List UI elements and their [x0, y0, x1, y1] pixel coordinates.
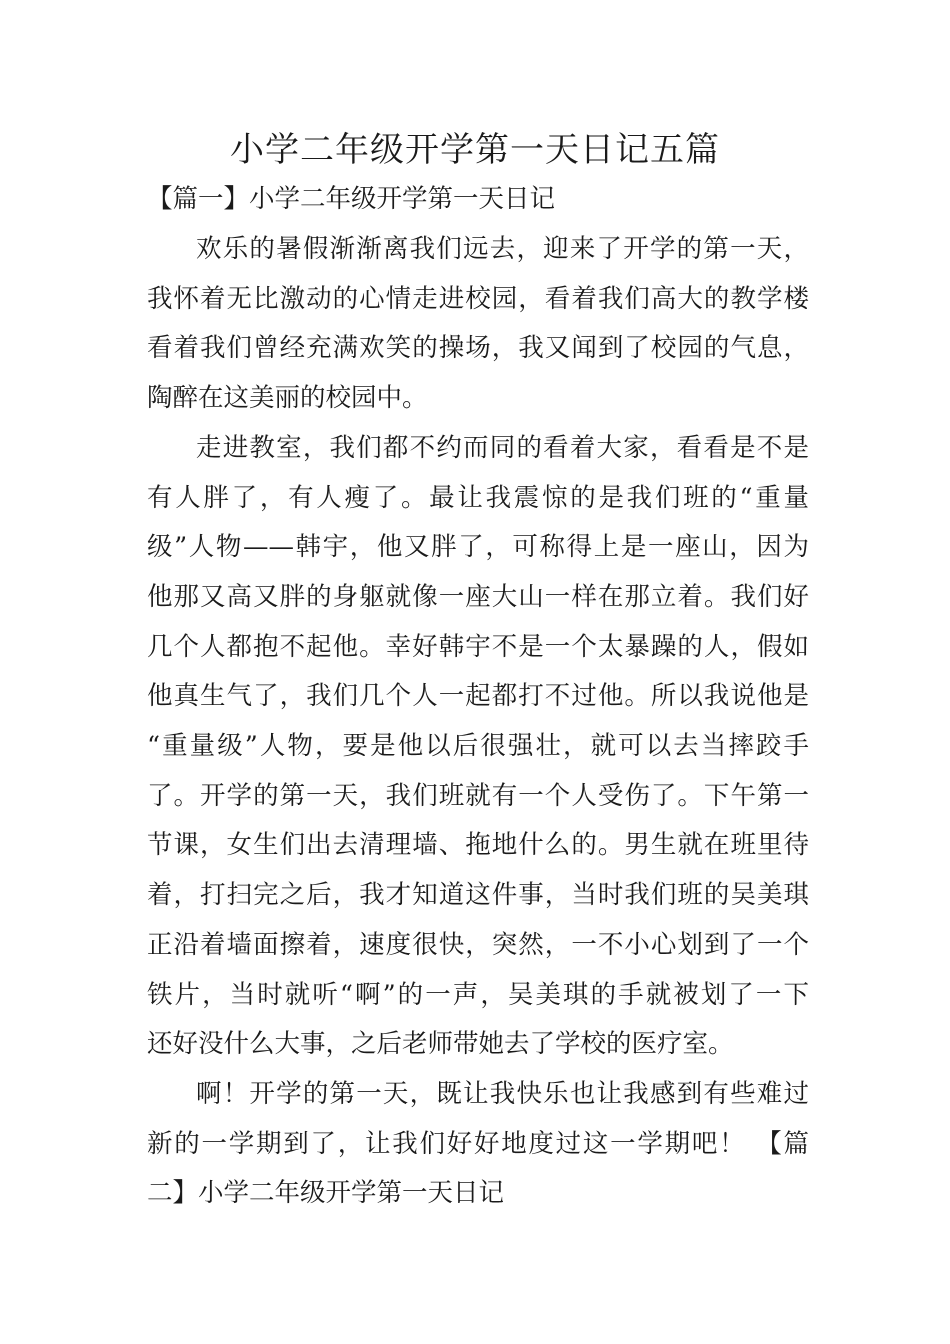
body-line: 级”人物——韩宇，他又胖了，可称得上是一座山，因为: [147, 532, 809, 563]
body-line: 我怀着无比激动的心情走进校园，看着我们高大的教学楼: [147, 283, 809, 314]
body-line: 欢乐的暑假渐渐离我们远去，迎来了开学的第一天，: [196, 234, 809, 264]
document-title: 小学二年级开学第一天日记五篇: [230, 130, 720, 170]
body-line: 陶醉在这美丽的校园中。: [147, 383, 428, 414]
section-heading: 【篇一】小学二年级开学第一天日记: [147, 184, 556, 214]
body-line: 节课，女生们出去清理墙、拖地什么的。男生就在班里待: [147, 830, 809, 861]
body-line: 正沿着墙面擦着，速度很快，突然，一不小心划到了一个: [147, 929, 809, 960]
body-line: 铁片，当时就听“啊”的一声，吴美琪的手就被划了一下: [147, 979, 809, 1010]
body-line: 看着我们曾经充满欢笑的操场，我又闻到了校园的气息，: [147, 333, 809, 364]
body-line: 二】小学二年级开学第一天日记: [147, 1178, 505, 1209]
body-line: 新的一学期到了，让我们好好地度过这一学期吧！ 【篇: [147, 1128, 809, 1159]
body-line: 还好没什么大事，之后老师带她去了学校的医疗室。: [147, 1029, 734, 1060]
body-line: 啊！开学的第一天，既让我快乐也让我感到有些难过: [196, 1078, 809, 1109]
body-line: 了。开学的第一天，我们班就有一个人受伤了。下午第一: [147, 780, 809, 811]
body-line: 有人胖了，有人瘦了。最让我震惊的是我们班的“重量: [147, 482, 809, 513]
body-line: “重量级”人物，要是他以后很强壮，就可以去当摔跤手: [147, 731, 809, 761]
body-line: 着，打扫完之后，我才知道这件事，当时我们班的吴美琪: [147, 880, 809, 911]
body-line: 走进教室，我们都不约而同的看着大家，看看是不是: [196, 432, 809, 463]
body-line: 几个人都抱不起他。幸好韩宇不是一个太暴躁的人，假如: [147, 631, 809, 662]
body-line: 他那又高又胖的身躯就像一座大山一样在那立着。我们好: [147, 581, 809, 612]
body-line: 他真生气了，我们几个人一起都打不过他。所以我说他是: [147, 681, 809, 712]
